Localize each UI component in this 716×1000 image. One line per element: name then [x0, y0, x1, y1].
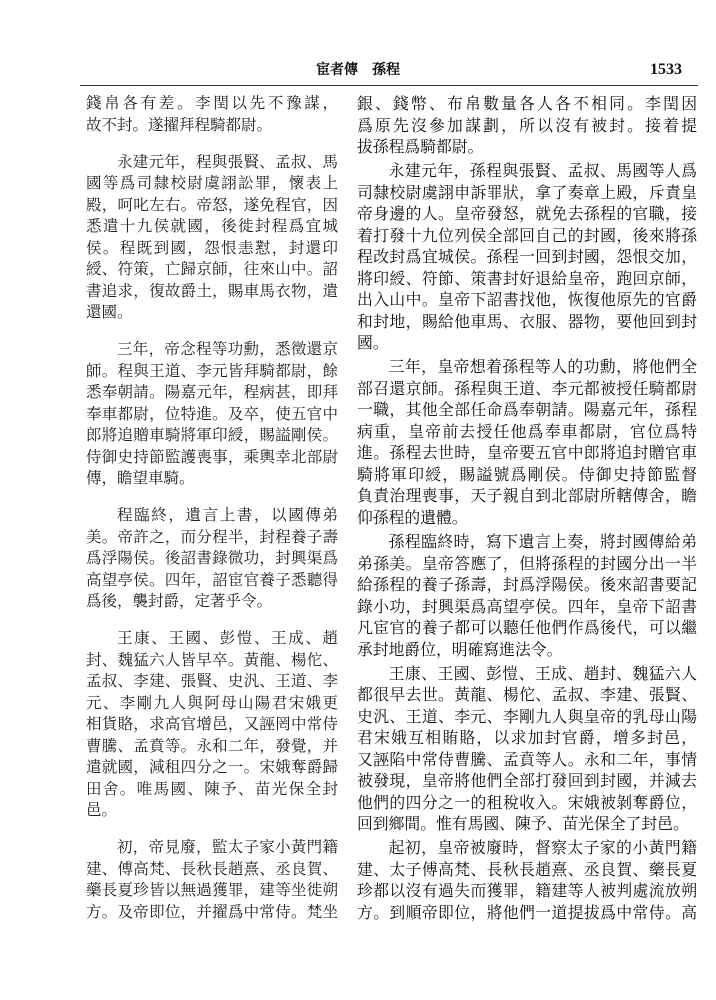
- paragraph: [357, 160, 697, 354]
- text-line: 錢帛各有差。李閏以先不豫謀，: [86, 94, 338, 112]
- running-head: [316, 61, 400, 79]
- translation-column: [357, 93, 697, 923]
- text-line: 三年，皇帝想着孫程等人的功勳，將他們全: [388, 357, 697, 377]
- text-line: 還國。: [86, 303, 133, 322]
- text-line: 爲後，襲封爵，定著乎令。: [86, 592, 273, 611]
- text-line: 珍都以沒有過失而獲罪，籍建等人被判處流放朔: [357, 881, 697, 901]
- text-line: 田舍。唯馬國、陳予、苗光保全封: [86, 779, 338, 798]
- text-line: 藥長夏珍皆以無過獲罪，建等坐徙朔: [86, 881, 338, 900]
- text-line: 進。孫程去世時，皇帝要五官中郎將追封贈官車: [357, 443, 697, 463]
- text-line: 孟叔、李建、張賢、史汎、王道、李: [86, 672, 338, 691]
- text-line: 美。帝許之，而分程半，封程養子壽: [86, 527, 338, 546]
- text-line: 師。程與王道、李元皆拜騎都尉，餘: [86, 361, 338, 380]
- text-line: 三年，帝念程等功勳，悉徵還京: [117, 340, 338, 359]
- paragraph: [357, 837, 697, 923]
- running-head-section: 宦者傳: [316, 62, 358, 78]
- text-line: 建、太子傅高梵、長秋長趙熹、丞良賀、藥長夏: [357, 859, 697, 879]
- text-line: 出入山中。皇帝下詔書找他，恢復他原先的官爵: [357, 290, 697, 310]
- paragraph: [86, 339, 338, 490]
- text-line: 王康、王國、彭愷、王成、趙封、魏猛六人: [388, 663, 697, 683]
- paragraph: [86, 837, 338, 923]
- text-line: 起初，皇帝被廢時，督察太子家的小黃門籍: [388, 838, 697, 858]
- text-line: 永建元年，程與張賢、孟叔、馬: [117, 152, 338, 171]
- text-line: 方。到順帝即位，將他們一道提拔爲中常侍。高: [357, 902, 697, 922]
- paragraph: [357, 531, 697, 660]
- text-line: 將印綬、符節、策書封好退給皇帝，跑回京師，: [357, 268, 697, 288]
- text-line: 拔孫程爲騎都尉。: [357, 137, 484, 156]
- text-line: 遣就國，減租四分之一。宋娥奪爵歸: [86, 758, 338, 777]
- text-line: 銀、錢幣、布帛數量各人各不相同。李閏因: [357, 94, 697, 113]
- text-line: 傳，瞻望車騎。: [86, 469, 195, 488]
- text-line: 方。及帝即位，并擢爲中常侍。梵坐: [86, 902, 338, 921]
- page-number: 1533: [650, 61, 682, 78]
- text-line: 國。: [357, 333, 389, 353]
- text-line: 孫程臨終時，寫下遺言上奏，將封國傳給弟: [388, 532, 697, 552]
- text-line: 相貨賂，求高官增邑，又誣罔中常侍: [86, 715, 338, 734]
- text-line: 爲浮陽侯。後詔書錄微功，封興渠爲: [86, 549, 338, 568]
- text-line: 侯。程既到國，怨恨恚懟，封還印: [86, 238, 338, 257]
- text-line: 司隸校尉虞詡申訴罪狀，拿了奏章上殿，斥責皇: [357, 182, 697, 202]
- paragraph: [86, 628, 338, 822]
- paragraph: [357, 663, 697, 835]
- text-line: 錄小功，封興渠爲高望亭侯。四年，皇帝下詔書: [357, 596, 697, 616]
- text-line: 他們的四分之一的租稅收入。宋娥被剝奪爵位，: [357, 792, 697, 812]
- text-line: 程臨終，遺言上書，以國傳弟: [117, 506, 338, 525]
- paragraph: [86, 93, 338, 136]
- text-line: 凡宦官的養子都可以聽任他們作爲後代，可以繼: [357, 618, 697, 638]
- paragraph: [86, 152, 338, 324]
- text-line: 悉奉朝請。陽嘉元年，程病甚，即拜: [86, 383, 338, 402]
- text-line: 邑。: [86, 801, 118, 820]
- text-line: 又誣陷中常侍曹騰、孟賁等人。永和二年，事情: [357, 749, 697, 769]
- text-line: 元、李剛九人與阿母山陽君宋娥更: [86, 693, 338, 712]
- text-line: 承封地爵位，明確寫進法令。: [357, 639, 563, 659]
- text-line: 悉遣十九侯就國，後徙封程爲宜城: [86, 217, 338, 236]
- text-line: 故不封。遂擢拜程騎都尉。: [86, 115, 273, 134]
- text-line: 負責治理喪事，天子親自到北部尉所轄傳舍，瞻: [357, 486, 697, 506]
- text-line: 病重，皇帝前去授任他爲奉車都尉，官位爲特: [357, 421, 697, 441]
- text-line: 着打發十九位列侯全部回自己的封國，後來將孫: [357, 225, 697, 245]
- text-line: 仰孫程的遺體。: [357, 507, 468, 527]
- header-rule: [80, 85, 698, 86]
- text-line: 殿，呵叱左右。帝怒，遂免程官，因: [86, 195, 338, 214]
- text-line: 封、魏猛六人皆早卒。黃龍、楊佗、: [86, 650, 338, 669]
- text-line: 帝身邊的人。皇帝發怒，就免去孫程的官職，接: [357, 204, 697, 224]
- text-line: 建、傅高梵、長秋長趙熹、丞良賀、: [86, 859, 338, 878]
- running-head-subject: 孫程: [372, 62, 400, 78]
- text-line: 書追求，復故爵土，賜車馬衣物，遣: [86, 281, 338, 300]
- paragraph: [357, 93, 697, 158]
- text-line: 爲原先沒參加謀劃，所以沒有被封。接着提: [357, 115, 697, 135]
- text-line: 部召還京師。孫程與王道、李元都被授任騎都尉: [357, 378, 697, 398]
- text-line: 奉車都尉，位特進。及卒，使五官中: [86, 404, 338, 423]
- text-line: 曹騰、孟賁等。永和二年，發覺，并: [86, 736, 338, 755]
- classical-text-column: [86, 93, 338, 923]
- text-line: 和封地，賜給他車馬、衣服、器物，要他回到封: [357, 311, 697, 331]
- text-line: 程改封爲宜城侯。孫程一回到封國，怨恨交加，: [357, 247, 697, 267]
- paragraph: [86, 505, 338, 613]
- text-line: 弟孫美。皇帝答應了，但將孫程的封國分出一半: [357, 553, 697, 573]
- text-line: 侍御史持節監護喪事，乘輿幸北部尉: [86, 447, 338, 466]
- text-line: 綬、符策，亡歸京師，往來山中。詔: [86, 260, 338, 279]
- text-line: 永建元年，孫程與張賢、孟叔、馬國等人爲: [388, 161, 697, 181]
- text-line: 一職，其他全部任命爲奉朝請。陽嘉元年，孫程: [357, 400, 697, 420]
- text-line: 君宋娥互相賄賂，以求加封官爵，增多封邑，: [357, 728, 697, 748]
- text-line: 王康、王國、彭愷、王成、趙: [117, 629, 338, 648]
- text-line: 初，帝見廢，監太子家小黃門籍: [117, 838, 338, 857]
- text-line: 給孫程的養子孫壽，封爲浮陽侯。後來詔書要記: [357, 575, 697, 595]
- paragraph: [357, 356, 697, 528]
- text-line: 高望亭侯。四年，詔宦官養子悉聽得: [86, 570, 338, 589]
- text-line: 都很早去世。黃龍、楊佗、孟叔、李建、張賢、: [357, 685, 697, 705]
- text-line: 騎將軍印綬，賜謚號爲剛侯。侍御史持節監督: [357, 464, 697, 484]
- text-line: 郎將追贈車騎將軍印綬，賜謚剛侯。: [86, 426, 338, 445]
- text-line: 回到鄉間。惟有馬國、陳予、苗光保全了封邑。: [357, 814, 689, 834]
- text-line: 史汎、王道、李元、李剛九人與皇帝的乳母山陽: [357, 706, 697, 726]
- text-line: 國等爲司隸校尉虞詡訟罪，懷表上: [86, 174, 338, 193]
- text-line: 被發現，皇帝將他們全部打發回到封國，并減去: [357, 771, 697, 791]
